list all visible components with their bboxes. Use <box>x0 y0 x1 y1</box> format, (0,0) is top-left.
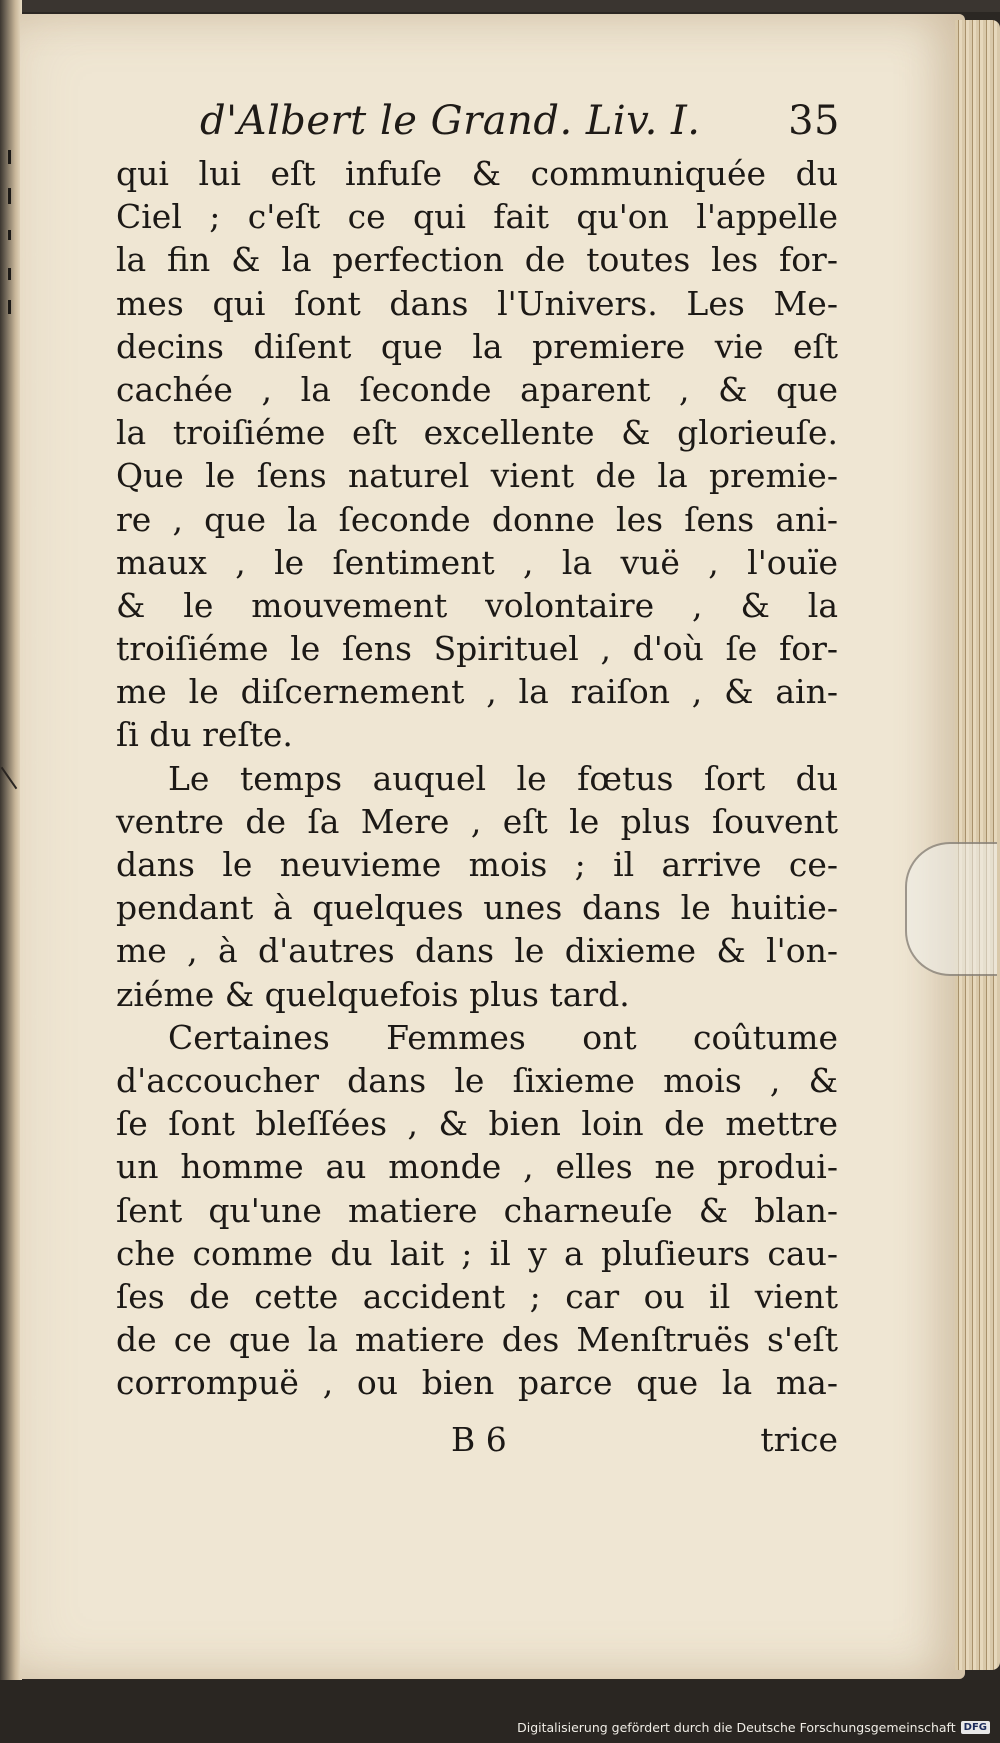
text-line: la fin & la perfection de toutes les for- <box>116 240 838 280</box>
top-border <box>0 0 1000 12</box>
text-line: un homme au monde , elles ne produi- <box>116 1147 838 1187</box>
text-line: Certaines Femmes ont coûtume <box>168 1017 838 1057</box>
text-line: me , à d'autres dans le dixieme & l'on- <box>116 931 838 971</box>
dfg-logo-icon: DFG <box>961 1721 990 1734</box>
text-line: troiſiéme le ſens Spirituel , d'où ſe for- <box>116 629 838 669</box>
credit-text: Digitalisierung gefördert durch die Deutsche Forschungsgemeinschaft <box>517 1719 956 1735</box>
text-line: qui lui eſt infuſe & communiquée du <box>116 154 838 193</box>
text-line: maux , le ſentiment , la vuë , l'ouïe <box>116 542 838 582</box>
signature-mark: B 6 <box>451 1420 507 1459</box>
text-line: che comme du lait ; il y a pluſieurs cau- <box>116 1233 838 1273</box>
clip-tab <box>905 842 997 976</box>
body-text <box>116 152 838 1404</box>
text-line: Que le ſens naturel vient de la premie- <box>116 456 838 496</box>
text-line: mes qui ſont dans l'Univers. Les Me- <box>116 283 838 323</box>
text-line: ſes de cette accident ; car ou il vient <box>116 1276 838 1316</box>
text-line: la troiſiéme eſt excellente & glorieuſe. <box>116 413 838 453</box>
text-line: ſent qu'une matiere charneuſe & blan- <box>116 1190 838 1230</box>
text-line: me le diſcernement , la raiſon , & ain- <box>116 672 838 712</box>
text-line: corrompuë , ou bien parce que la ma- <box>116 1363 838 1403</box>
digitization-credit <box>517 1717 990 1737</box>
text-line: re , que la ſeconde donne les ſens ani- <box>116 499 838 539</box>
page-footer <box>116 1420 838 1470</box>
running-head <box>200 98 840 158</box>
text-line: & le mouvement volontaire , & la <box>116 585 838 625</box>
text-line: d'accoucher dans le ſixieme mois , & <box>116 1060 838 1100</box>
text-line: ſe ſont bleſſées , & bien loin de mettre <box>116 1104 838 1144</box>
text-line: Ciel ; c'eſt ce qui fait qu'on l'appelle <box>116 197 838 237</box>
text-line: ventre de ſa Mere , eſt le plus ſouvent <box>116 801 838 841</box>
catchword: trice <box>760 1420 838 1459</box>
page-number: 35 <box>788 98 840 144</box>
text-line: dans le neuvieme mois ; il arrive ce- <box>116 845 838 884</box>
text-line: ſi du reſte. <box>116 715 293 755</box>
margin-marks <box>4 150 18 350</box>
text-line: cachée , la ſeconde aparent , & que <box>116 369 838 409</box>
text-line: ziéme & quelquefois plus tard. <box>116 974 630 1014</box>
text-line: pendant à quelques unes dans le huitie- <box>116 888 838 928</box>
running-head-title: d'Albert le Grand. Liv. I. <box>200 98 701 144</box>
text-line: de ce que la matiere des Menſtruës s'eſt <box>116 1320 838 1360</box>
text-line: decins diſent que la premiere vie eſt <box>116 326 838 366</box>
text-line: Le temps auquel le fœtus ſort du <box>168 758 838 798</box>
